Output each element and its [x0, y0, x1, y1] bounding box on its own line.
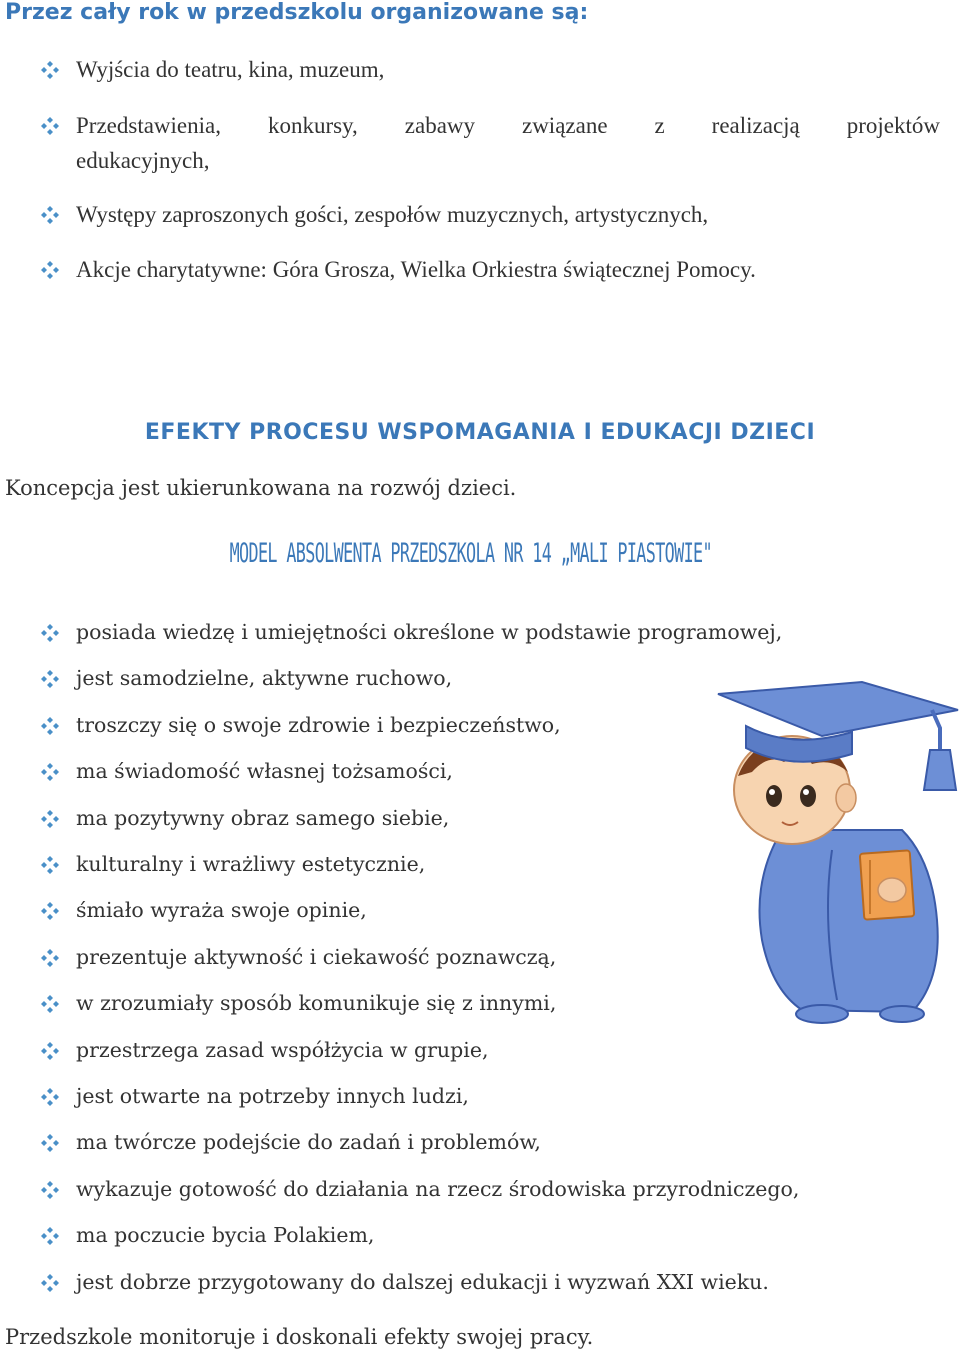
diamond-bullet-icon [40, 948, 60, 968]
list-item-text: Akcje charytatywne: Góra Grosza, Wielka Orkiestra świątecznej Pomocy. [76, 257, 756, 282]
trait-item [40, 942, 556, 972]
intro-text: Koncepcja jest ukierunkowana na rozwój dzieci. [5, 476, 517, 500]
trait-text: wykazuje gotowość do działania na rzecz środowiska przyrodniczego, [76, 1176, 800, 1201]
trait-item [40, 803, 449, 833]
diamond-bullet-icon [40, 1041, 60, 1061]
list-item-text: Przedstawienia, konkursy, zabawy związane z realizacją projektów [76, 113, 940, 138]
list-item-text: Wyjścia do teatru, kina, muzeum, [76, 57, 385, 82]
trait-text: ma poczucie bycia Polakiem, [76, 1223, 375, 1248]
diamond-bullet-icon [40, 205, 60, 225]
diamond-bullet-icon [40, 60, 60, 80]
outro-text: Przedszkole monitoruje i doskonali efekty swojej pracy. [5, 1325, 594, 1349]
trait-item [40, 663, 452, 693]
diamond-bullet-icon [40, 1226, 60, 1246]
diamond-bullet-icon [40, 623, 60, 643]
diamond-bullet-icon [40, 809, 60, 829]
trait-item [40, 617, 782, 647]
trait-text: kulturalny i wrażliwy estetycznie, [76, 852, 426, 876]
list-item [40, 108, 940, 143]
trait-text: posiada wiedzę i umiejętności określone w podstawie programowej, [76, 620, 783, 644]
list-item [40, 197, 940, 232]
trait-text: przestrzega zasad współżycia w grupie, [76, 1037, 489, 1062]
trait-item [40, 849, 425, 879]
list-item [40, 252, 940, 287]
trait-text: jest otwarte na potrzeby innych ludzi, [76, 1084, 469, 1108]
list-item [40, 52, 940, 87]
trait-item [40, 1127, 541, 1157]
list-item-text: edukacyjnych, [76, 148, 210, 173]
trait-text: ma pozytywny obraz samego siebie, [76, 805, 450, 830]
trait-text: ma twórcze podejście do zadań i problemów, [76, 1130, 541, 1155]
trait-item [40, 988, 556, 1018]
graduate-child-illustration [712, 680, 960, 1026]
trait-item [40, 1174, 799, 1204]
diamond-bullet-icon [40, 669, 60, 689]
section-title: EFEKTY PROCESU WSPOMAGANIA I EDUKACJI DZIECI [144, 420, 816, 445]
trait-item [40, 756, 453, 786]
list-item-text: Występy zaproszonych gości, zespołów muzycznych, artystycznych, [76, 202, 709, 227]
diamond-bullet-icon [40, 1133, 60, 1153]
diamond-bullet-icon [40, 1087, 60, 1107]
diamond-bullet-icon [40, 901, 60, 921]
trait-item [40, 895, 367, 925]
trait-text: w zrozumiały sposób komunikuje się z innymi, [76, 991, 557, 1016]
trait-text: jest samodzielne, aktywne ruchowo, [76, 666, 453, 691]
diamond-bullet-icon [40, 1273, 60, 1293]
trait-text: troszczy się o swoje zdrowie i bezpieczeństwo, [76, 712, 561, 737]
trait-text: ma świadomość własnej tożsamości, [76, 759, 453, 784]
trait-text: śmiało wyraża swoje opinie, [76, 898, 367, 923]
diamond-bullet-icon [40, 716, 60, 736]
diamond-bullet-icon [40, 855, 60, 875]
diamond-bullet-icon [40, 1180, 60, 1200]
trait-text: prezentuje aktywność i ciekawość poznawczą, [76, 944, 557, 969]
trait-item [40, 1035, 488, 1065]
diamond-bullet-icon [40, 994, 60, 1014]
trait-item [40, 1220, 374, 1250]
model-title: MODEL ABSOLWENTA PRZEDSZKOLA NR 14 „MALI PIASTOWIE" [229, 538, 712, 569]
list-item-continuation [40, 143, 940, 178]
diamond-bullet-icon [40, 762, 60, 782]
diamond-bullet-icon [40, 116, 60, 136]
page-heading: Przez cały rok w przedszkolu organizowane są: [5, 0, 589, 25]
trait-item [40, 1081, 469, 1111]
trait-text: jest dobrze przygotowany do dalszej edukacji i wyzwań XXI wieku. [76, 1269, 769, 1294]
diamond-bullet-icon [40, 260, 60, 280]
trait-item [40, 1267, 769, 1297]
trait-item [40, 710, 561, 740]
